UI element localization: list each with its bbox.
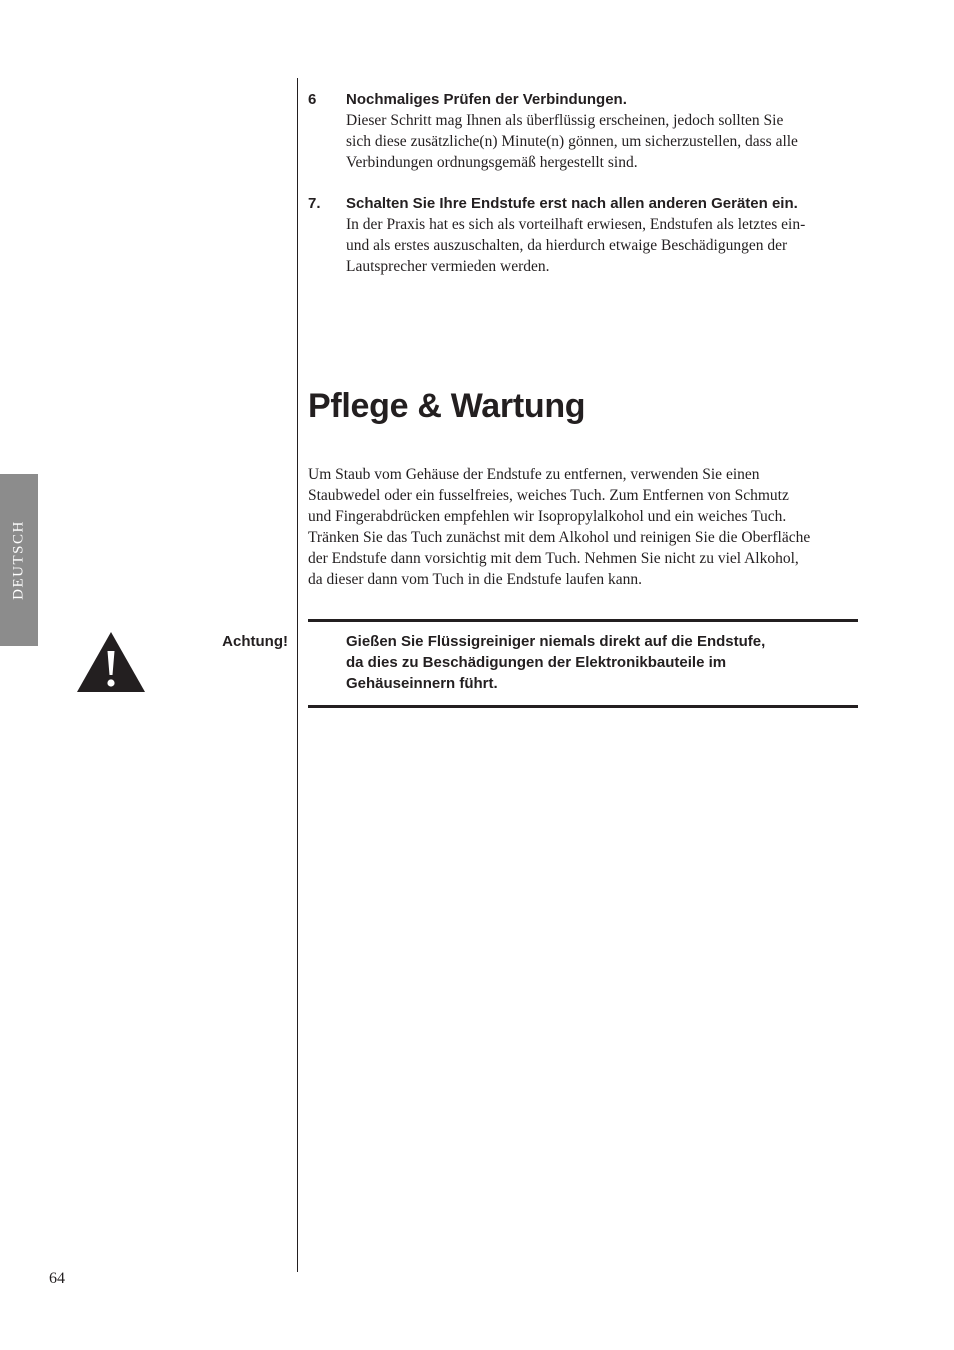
paragraph-line: Tränken Sie das Tuch zunächst mit dem Alkohol und reinigen Sie die Oberfläche [308,529,811,546]
step-line: Verbindungen ordnungsgemäß hergestellt sind. [346,154,638,171]
paragraph-line: Staubwedel oder ein fusselfreies, weiches Tuch. Zum Entfernen von Schmutz [308,487,789,504]
step-title: Schalten Sie Ihre Endstufe erst nach allen anderen Geräten ein. [346,195,798,212]
warning-line: Gießen Sie Flüssigreiniger niemals direkt auf die Endstufe, [346,633,766,650]
step-number: 7. [308,195,321,212]
step-6 [308,89,860,173]
section-heading: Pflege & Wartung [308,387,586,425]
warning-line: Gehäuseinnern führt. [346,675,498,692]
warning-top-rule [308,619,858,622]
step-line: und als erstes auszuschalten, da hierdurch etwaige Beschädigungen der [346,237,788,254]
step-body [346,214,860,277]
column-divider [297,78,298,1272]
warning-label: Achtung! [222,633,288,650]
step-line: Dieser Schritt mag Ihnen als überflüssig erscheinen, jedoch sollten Sie [346,112,784,129]
care-paragraph [308,464,864,590]
language-tab [0,474,38,646]
step-7 [308,193,860,277]
language-tab-label: DEUTSCH [10,520,27,600]
step-body [346,110,860,173]
warning-line: da dies zu Beschädigungen der Elektronikbauteile im [346,654,727,671]
step-line: Lautsprecher vermieden werden. [346,258,550,275]
warning-triangle-icon [76,631,146,693]
warning-bottom-rule [308,705,858,708]
paragraph-line: der Endstufe dann vorsichtig mit dem Tuch. Nehmen Sie nicht zu viel Alkohol, [308,550,799,567]
warning-text [346,631,846,694]
step-number: 6 [308,91,317,108]
step-line: sich diese zusätzliche(n) Minute(n) gönnen, um sicherzustellen, dass alle [346,133,798,150]
paragraph-line: da dieser dann vom Tuch in die Endstufe laufen kann. [308,571,643,588]
step-title: Nochmaliges Prüfen der Verbindungen. [346,91,627,108]
page-number: 64 [49,1270,65,1287]
paragraph-line: und Fingerabdrücken empfehlen wir Isopropylalkohol und ein weiches Tuch. [308,508,787,525]
paragraph-line: Um Staub vom Gehäuse der Endstufe zu entfernen, verwenden Sie einen [308,466,760,483]
step-line: In der Praxis hat es sich als vorteilhaft erwiesen, Endstufen als letztes ein- [346,216,806,233]
